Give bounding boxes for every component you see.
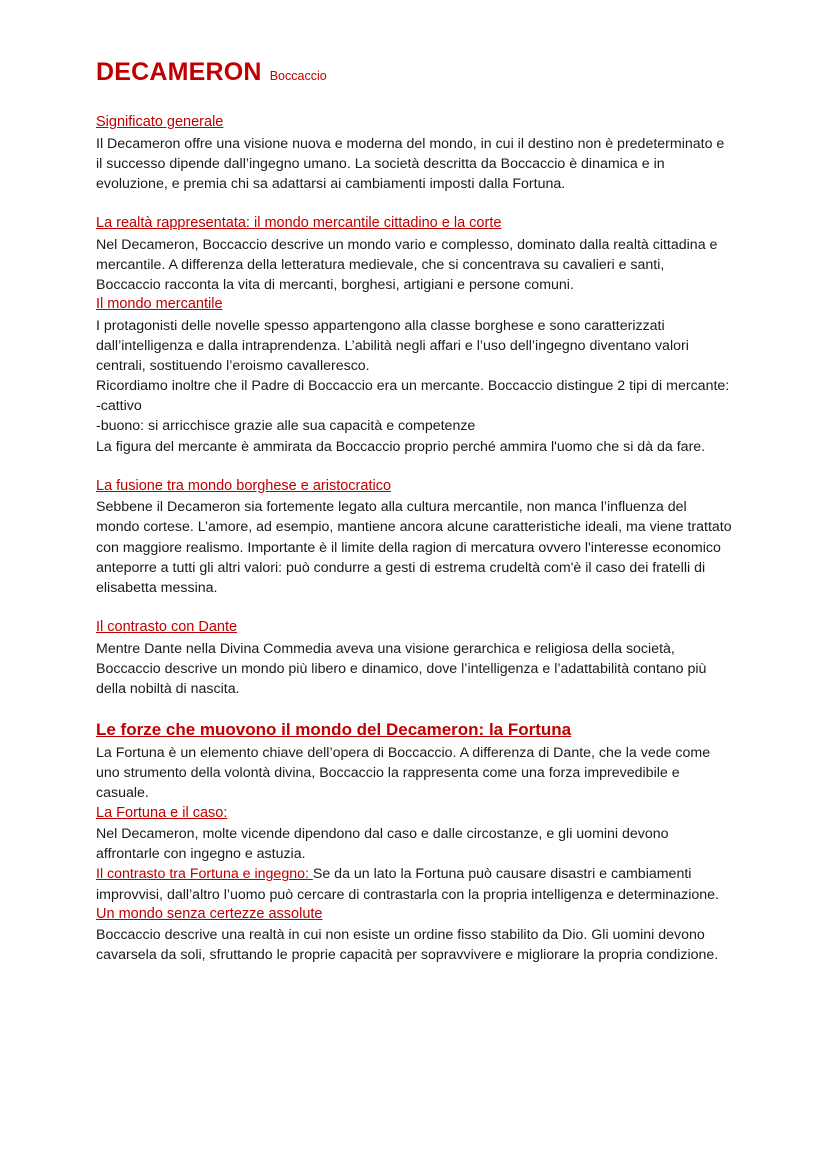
- spacer: [96, 194, 732, 214]
- section-paragraph: Sebbene il Decameron sia fortemente legato alla cultura mercantile, non manca l’influenza del mondo cortese. L’amore, ad esempio, mantiene ancora alcune caratteristiche ideali, ma viene trattato con maggiore realismo. Importante è il limite della ragion di mercatura ovvero l'interesse economico anteporre a tutti gli altri valori: può condurre a gesti di estrema crudeltà com'è il caso dei fratelli di elisabetta messina.: [96, 499, 732, 596]
- spacer: [96, 457, 732, 477]
- section-paragraph: I protagonisti delle novelle spesso appartengono alla classe borghese e sono caratterizzati dall’intelligenza e dalla intraprendenza. L’abilità negli affari e l’uso dell’ingegno diventano valori centrali, sostituendo l’eroismo cavalleresco.: [96, 317, 689, 374]
- section-heading: La realtà rappresentata: il mondo mercantile cittadino e la corte: [96, 215, 502, 232]
- section-fortuna-e-caso: [96, 804, 732, 865]
- section-paragraph: Nel Decameron, Boccaccio descrive un mondo vario e complesso, dominato dalla realtà cittadina e mercantile. A differenza della letteratura medievale, che si concentrava su cavalieri e santi, Boccaccio racconta la vita di mercanti, borghesi, artigiani e persone comuni.: [96, 236, 718, 293]
- document-author: Boccaccio: [269, 69, 327, 83]
- section-mondo-mercantile: [96, 295, 732, 457]
- section-paragraph: Boccaccio descrive una realtà in cui non esiste un ordine fisso stabilito da Dio. Gli uomini devono cavarsela da soli, sfruttando le proprie capacità per sopravvivere e migliorare la propria condizione.: [96, 927, 719, 964]
- inline-paragraph: Se da un lato la Fortuna può causare disastri e cambiamenti improvvisi, dall’altro l’uomo può cercare di contrastarla con la propria intelligenza e determinazione.: [96, 866, 719, 903]
- section-paragraph: Mentre Dante nella Divina Commedia aveva una visione gerarchica e religiosa della società, Boccaccio descrive un mondo più libero e dinamico, dove l’intelligenza e l’adattabilità contano più della nobiltà di nascita.: [96, 640, 707, 697]
- section-contrasto-fortuna-ingegno: [96, 864, 732, 904]
- inline-heading: Il contrasto tra Fortuna e ingegno:: [96, 866, 313, 883]
- page-title: DECAMERON: [96, 58, 262, 86]
- section-heading: Il mondo mercantile: [96, 296, 223, 313]
- spacer: [96, 699, 732, 719]
- section-significato-generale: [96, 113, 732, 194]
- section-paragraph: La Fortuna è un elemento chiave dell’opera di Boccaccio. A differenza di Dante, che la vede come uno strumento della volontà divina, Boccaccio la rappresenta come una forza imprevedibile e casuale.: [96, 745, 711, 802]
- section-fusione-borghese-aristocratico: [96, 477, 732, 598]
- section-paragraph: Il Decameron offre una visione nuova e moderna del mondo, in cui il destino non è predeterminato e il successo dipende dall’ingegno umano. La società descritta da Boccaccio è dinamica e in evoluzione, e premia chi sa adattarsi ai cambiamenti imposti dalla Fortuna.: [96, 135, 725, 192]
- section-realta-rappresentata: [96, 214, 732, 295]
- section-heading: La Fortuna e il caso:: [96, 804, 228, 821]
- section-paragraph: La figura del mercante è ammirata da Boccaccio proprio perché ammira l'uomo che si dà da fare.: [96, 438, 706, 455]
- section-paragraph: Ricordiamo inoltre che il Padre di Boccaccio era un mercante. Boccaccio distingue 2 tipi di mercante:: [96, 378, 730, 395]
- section-heading: Un mondo senza certezze assolute: [96, 905, 323, 922]
- document-title-row: [96, 58, 732, 87]
- list-item: -buono: si arricchisce grazie alle sua capacità e competenze: [96, 418, 476, 435]
- section-mondo-senza-certezze: [96, 905, 732, 966]
- section-forze-fortuna: [96, 719, 732, 803]
- section-heading: Le forze che muovono il mondo del Decameron: la Fortuna: [96, 720, 572, 740]
- section-heading: Il contrasto con Dante: [96, 619, 238, 636]
- section-contrasto-con-dante: [96, 618, 732, 699]
- section-heading: La fusione tra mondo borghese e aristocratico: [96, 477, 392, 494]
- section-heading: Significato generale: [96, 114, 224, 130]
- spacer: [96, 598, 732, 618]
- section-paragraph: Nel Decameron, molte vicende dipendono dal caso e dalle circostanze, e gli uomini devono affrontarle con ingegno e astuzia.: [96, 826, 669, 863]
- list-item: -cattivo: [96, 398, 142, 415]
